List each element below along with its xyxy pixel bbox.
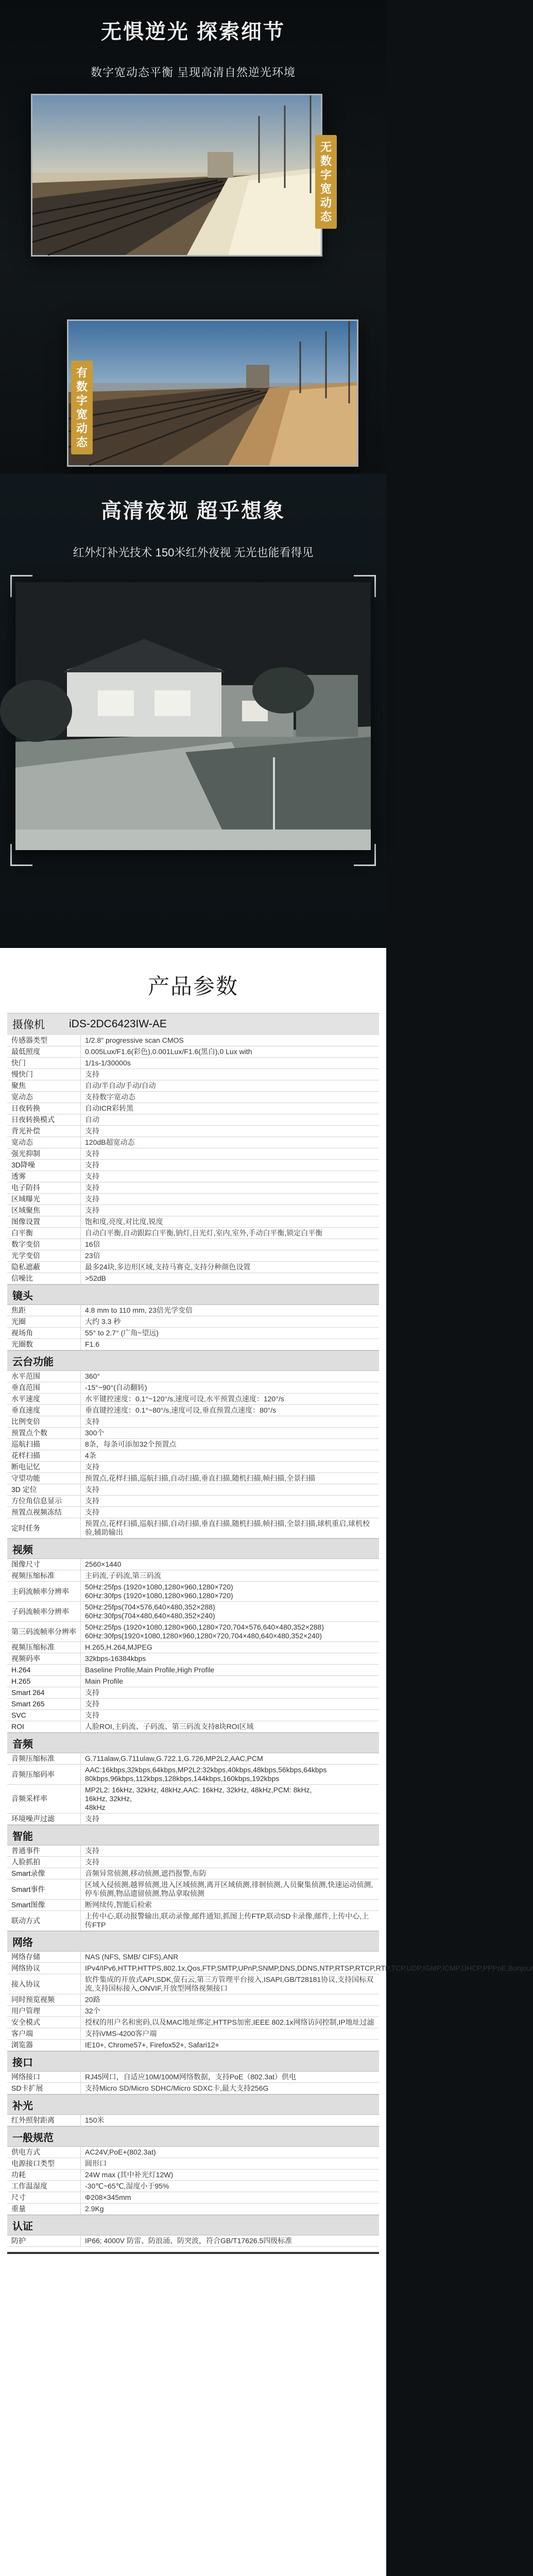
spec-row	[7, 1710, 379, 1721]
spec-key: 图像尺寸	[7, 1559, 81, 1570]
spec-row	[7, 1092, 379, 1103]
end-divider	[7, 2252, 379, 2254]
spec-row	[7, 1765, 379, 1785]
badge-char: 态	[76, 436, 88, 449]
spec-row	[7, 1228, 379, 1239]
spec-row	[7, 1814, 379, 1825]
spec-key: 信噪比	[7, 1273, 81, 1284]
spec-key: 功耗	[7, 2170, 81, 2181]
spec-value: Baseline Profile,Main Profile,High Profile	[81, 1665, 380, 1676]
spec-key: 环境噪声过滤	[7, 1814, 81, 1825]
spec-key: 区域聚焦	[7, 1205, 81, 1216]
badge-char: 字	[76, 394, 88, 407]
spec-row	[7, 2028, 379, 2040]
spec-key: 水平范围	[7, 1371, 81, 1382]
spec-row	[7, 1405, 379, 1416]
spec-value: 支持Micro SD/Micro SDHC/Micro SDXC卡,最大支持256G	[81, 2083, 380, 2094]
spec-value: 支持	[81, 1710, 380, 1721]
spec-section-header: 智能	[7, 1825, 379, 1845]
spec-value: 支持	[81, 1507, 380, 1518]
spec-key: 音频压缩码率	[7, 1765, 81, 1785]
spec-table	[7, 1559, 379, 1733]
spec-key: 电子防抖	[7, 1182, 81, 1194]
spec-value: 24W max (其中补光灯12W)	[81, 2170, 380, 2181]
spec-value: 垂直键控速度：0.1°~80°/s,速度可设,垂直预置点速度：80°/s	[81, 1405, 380, 1416]
spec-row	[7, 1879, 379, 1900]
spec-value: 支持	[81, 1182, 380, 1194]
spec-value: 自动白平衡,自动跟踪白平衡,钠灯,日光灯,室内,室外,手动白平衡,锁定白平衡	[81, 1228, 380, 1239]
spec-key: 普通事件	[7, 1845, 81, 1857]
spec-value: 支持	[81, 1194, 380, 1205]
spec-key: H.265	[7, 1676, 81, 1687]
spec-key: 第三码流帧率分辨率	[7, 1622, 81, 1642]
spec-table	[7, 2147, 379, 2215]
spec-row	[7, 1371, 379, 1382]
spec-value: 自动/半自动/手动/自动	[81, 1080, 380, 1092]
spec-value: 支持	[81, 1462, 380, 1473]
spec-key: 透雾	[7, 1171, 81, 1182]
spec-key: 数字变倍	[7, 1239, 81, 1250]
badge-char: 宽	[320, 182, 332, 195]
spec-row	[7, 2147, 379, 2158]
spec-value: 支持	[81, 1126, 380, 1137]
spec-value: 2560×1440	[81, 1559, 380, 1570]
spec-value: AC24V,PoE+(802.3at)	[81, 2147, 380, 2158]
spec-row	[7, 2083, 379, 2094]
spec-section-header: 网络	[7, 1931, 379, 1952]
spec-value: IPv4/IPv6,HTTP,HTTPS,802.1x,Qos,FTP,SMTP,UPnP,SNMP,DNS,DDNS,NTP,RTSP,RTCP,RTP,TCP,UDP,IGMP,ICMP,DHCP,PPPoE,Bonjour	[81, 1963, 380, 1974]
spec-value: -15°~90°(自动翻转)	[81, 1382, 380, 1394]
spec-row	[7, 2170, 379, 2181]
spec-key: SD卡扩展	[7, 2083, 81, 2094]
badge-char: 态	[320, 210, 332, 223]
spec-section-header: 镜头	[7, 1284, 379, 1305]
spec-row	[7, 1507, 379, 1518]
spec-value: 支持	[81, 1416, 380, 1428]
spec-row	[7, 1103, 379, 1114]
model-row	[7, 1013, 379, 1035]
spec-value: 饱和度,亮度,对比度,锐度	[81, 1216, 380, 1228]
spec-value: 1/1s-1/30000s	[81, 1058, 380, 1069]
specs-section	[0, 948, 533, 2576]
spec-value: 2.9Kg	[81, 2204, 380, 2215]
spec-key: 工作温湿度	[7, 2181, 81, 2192]
spec-row	[7, 1328, 379, 1339]
spec-row	[7, 1665, 379, 1676]
spec-key: 客户端	[7, 2028, 81, 2040]
spec-key: 供电方式	[7, 2147, 81, 2158]
spec-key: 红外照射距离	[7, 2115, 81, 2126]
spec-value: 授权的用户名和密码,以及MAC地址绑定,HTTPS加密,IEEE 802.1x网络访问控制,IP地址过滤	[81, 2017, 380, 2028]
spec-row	[7, 2017, 379, 2028]
spec-key: 巡航扫描	[7, 1439, 81, 1450]
spec-table	[7, 2072, 379, 2094]
model-value: iDS-2DC6423IW-AE	[69, 1018, 167, 1030]
spec-key: 网络协议	[7, 1963, 81, 1974]
spec-key: Smart图像	[7, 1900, 81, 1911]
spec-key: 光学变倍	[7, 1250, 81, 1262]
spec-row	[7, 1126, 379, 1137]
spec-key: 区域曝光	[7, 1194, 81, 1205]
spec-value: 20路	[81, 1994, 380, 2006]
spec-key: H.264	[7, 1665, 81, 1676]
spec-value: 50Hz:25fps (1920×1080,1280×960,1280×720,704×576,640×480,352×288) 60Hz:30fps(1920×1080,1280×960,1280×720,704×480,640×480,352×240)	[81, 1622, 380, 1642]
spec-row	[7, 1721, 379, 1733]
model-label: 摄像机	[12, 1019, 45, 1031]
spec-value: >52dB	[81, 1273, 380, 1284]
badge-char: 字	[320, 168, 332, 181]
spec-key: 3D 定位	[7, 1484, 81, 1496]
badge-char: 数	[320, 155, 332, 167]
spec-row	[7, 1602, 379, 1622]
spec-row	[7, 1473, 379, 1484]
spec-row	[7, 1205, 379, 1216]
spec-value: 50Hz:25fps(704×576,640×480,352×288) 60Hz:30fps(704×480,640×480,352×240)	[81, 1602, 380, 1622]
spec-value: 150米	[81, 2115, 380, 2126]
spec-value: 支持	[81, 1857, 380, 1868]
spec-table	[7, 1371, 379, 1538]
spec-key: 垂直范围	[7, 1382, 81, 1394]
spec-section-header: 一般规范	[7, 2126, 379, 2147]
spec-key: 白平衡	[7, 1228, 81, 1239]
spec-row	[7, 2204, 379, 2215]
spec-row	[7, 2115, 379, 2126]
night-title: 高清夜视 超乎想象	[100, 500, 286, 522]
spec-key: ROI	[7, 1721, 81, 1733]
spec-row	[7, 1305, 379, 1316]
spec-key: 重量	[7, 2204, 81, 2215]
spec-key: 防护	[7, 2235, 81, 2247]
spec-key: 视频压缩标准	[7, 1570, 81, 1582]
spec-table	[7, 1305, 379, 1350]
spec-row	[7, 1216, 379, 1228]
spec-key: 宽动态	[7, 1092, 81, 1103]
spec-value: 支持数字宽动态	[81, 1092, 380, 1103]
spec-key: 安全模式	[7, 2017, 81, 2028]
spec-row	[7, 1845, 379, 1857]
spec-row	[7, 1114, 379, 1126]
spec-value: 120dB超宽动态	[81, 1137, 380, 1148]
spec-section-header: 音频	[7, 1733, 379, 1753]
spec-value: 圆形口	[81, 2158, 380, 2170]
spec-section-header: 接口	[7, 2051, 379, 2072]
spec-value: 300个	[81, 1428, 380, 1439]
backlight-title: 无惧逆光 探索细节	[100, 21, 286, 43]
spec-value: AAC:16kbps,32kbps,64kbps,MP2L2:32kbps,40kbps,48kbps,56kbps,64kbps 80kbps,96kbps,112kbps,128kbps,144kbps,160kbps,192kbps	[81, 1765, 380, 1785]
spec-key: 比例变倍	[7, 1416, 81, 1428]
spec-value: 水平键控速度：0.1°~120°/s,速度可设,水平预置点速度：120°/s	[81, 1394, 380, 1405]
spec-value: 4条	[81, 1450, 380, 1462]
spec-key: 垂直速度	[7, 1405, 81, 1416]
spec-row	[7, 1273, 379, 1284]
spec-key: 快门	[7, 1058, 81, 1069]
spec-value: 预置点,花样扫描,巡航扫描,自动扫描,垂直扫描,随机扫描,帧扫描,全景扫描,球机重启,球机校验,辅助输出	[81, 1518, 380, 1538]
backlight-section	[0, 0, 386, 474]
spec-key: 慢快门	[7, 1069, 81, 1080]
spec-key: 预置点个数	[7, 1428, 81, 1439]
spec-row	[7, 1699, 379, 1710]
spec-value: 支持	[81, 1205, 380, 1216]
spec-key: Smart 264	[7, 1687, 81, 1699]
spec-value: Φ208×345mm	[81, 2192, 380, 2204]
spec-value: 断网续传,智能后检索	[81, 1900, 380, 1911]
spec-key: 浏览器	[7, 2040, 81, 2051]
spec-key: Smart事件	[7, 1879, 81, 1900]
spec-row	[7, 1046, 379, 1058]
spec-row	[7, 1974, 379, 1994]
spec-key: 人脸抓拍	[7, 1857, 81, 1868]
spec-key: 主码流帧率分辨率	[7, 1582, 81, 1602]
spec-value: 上传中心,联动报警输出,联动录像,邮件通知,抓图上传FTP,联动SD卡录像,邮件,上传中心,上传FTP	[81, 1911, 380, 1931]
spec-row	[7, 1182, 379, 1194]
night-section	[0, 474, 386, 948]
spec-value: 32kbps-16384kbps	[81, 1653, 380, 1665]
spec-value: 自动	[81, 1114, 380, 1126]
spec-key: 联动方式	[7, 1911, 81, 1931]
spec-key: 日夜转换模式	[7, 1114, 81, 1126]
spec-value: RJ45网口，自适应10M/100M网络数据，支持PoE（802.3at）供电	[81, 2072, 380, 2083]
no-wdr-badge	[315, 135, 337, 229]
spec-sections	[7, 1035, 533, 2247]
spec-row	[7, 1484, 379, 1496]
spec-key: Smart录像	[7, 1868, 81, 1879]
spec-row	[7, 1559, 379, 1570]
spec-key: 断电记忆	[7, 1462, 81, 1473]
spec-row	[7, 1080, 379, 1092]
spec-table	[7, 2235, 379, 2247]
spec-row	[7, 1382, 379, 1394]
spec-row	[7, 1496, 379, 1507]
backlight-subtitle: 数字宽动态平衡 呈现高清自然逆光环境	[90, 66, 296, 79]
spec-key: 电源接口类型	[7, 2158, 81, 2170]
spec-section-header: 认证	[7, 2215, 379, 2235]
spec-row	[7, 1194, 379, 1205]
spec-row	[7, 1239, 379, 1250]
spec-row	[7, 1653, 379, 1665]
spec-row	[7, 1394, 379, 1405]
spec-row	[7, 1963, 379, 1974]
spec-value: 支持	[81, 1171, 380, 1182]
badge-char: 动	[320, 196, 332, 209]
badge-char: 宽	[76, 408, 88, 421]
spec-value: NAS (NFS, SMB/ CIFS),ANR	[81, 1952, 380, 1963]
spec-key: 聚焦	[7, 1080, 81, 1092]
spec-value: 支持	[81, 1687, 380, 1699]
spec-row	[7, 1439, 379, 1450]
spec-key: 接入协议	[7, 1974, 81, 1994]
spec-key: 尺寸	[7, 2192, 81, 2204]
spec-row	[7, 1868, 379, 1879]
specs-title: 产品参数	[147, 974, 238, 998]
spec-key: 日夜转换	[7, 1103, 81, 1114]
spec-value: 8条，每条可添加32个预置点	[81, 1439, 380, 1450]
spec-value: 软件集成的开放式API,SDK,萤石云,第三方管理平台接入,ISAPI,GB/T28181协议,支持国标双流,支持国标接入,ONVIF,开放型网络视频接口	[81, 1974, 380, 1994]
spec-value: 支持	[81, 1148, 380, 1160]
spec-row	[7, 1148, 379, 1160]
spec-value: 16倍	[81, 1239, 380, 1250]
spec-row	[7, 1570, 379, 1582]
spec-key: 背光补偿	[7, 1126, 81, 1137]
spec-value: 32个	[81, 2006, 380, 2017]
spec-row	[7, 1622, 379, 1642]
spec-row	[7, 1582, 379, 1602]
spec-key: 预置点视频冻结	[7, 1507, 81, 1518]
spec-value: IP66; 4000V 防雷、防浪涌、防突波，符合GB/T17626.5四级标准	[81, 2235, 380, 2247]
spec-row	[7, 1994, 379, 2006]
spec-value: 4.8 mm to 110 mm, 23倍光学变倍	[81, 1305, 380, 1316]
spec-row	[7, 2072, 379, 2083]
spec-row	[7, 1785, 379, 1814]
spec-key: 图像设置	[7, 1216, 81, 1228]
spec-value: 1/2.8" progressive scan CMOS	[81, 1035, 380, 1046]
spec-value: 支持	[81, 1160, 380, 1171]
spec-table	[7, 1952, 533, 2051]
spec-value: 支持	[81, 1814, 380, 1825]
spec-value: 23倍	[81, 1250, 380, 1262]
spec-value: 最多24块,多边形区域,支持马赛克,支持分种颜色设置	[81, 1262, 380, 1273]
badge-char: 有	[76, 366, 88, 379]
no-wdr-photo	[31, 94, 322, 257]
spec-row	[7, 2181, 379, 2192]
spec-key: 最低照度	[7, 1046, 81, 1058]
spec-value: -30℃~65℃,湿度小于95%	[81, 2181, 380, 2192]
spec-value: 人脸ROI,主码流、子码流、第三码流支持8块ROI区域	[81, 1721, 380, 1733]
spec-table	[7, 1845, 379, 1931]
spec-table-wrap	[7, 1013, 533, 2254]
spec-table	[7, 1753, 379, 1825]
spec-value: 支持	[81, 1069, 380, 1080]
spec-value: 360°	[81, 1371, 380, 1382]
spec-row	[7, 1316, 379, 1328]
spec-value: H.265,H.264,MJPEG	[81, 1642, 380, 1653]
spec-row	[7, 2192, 379, 2204]
spec-table	[7, 1035, 379, 1284]
night-subtitle: 红外灯补光技术 150米红外夜视 无光也能看得见	[73, 546, 314, 559]
spec-value: G.711alaw,G.711ulaw,G.722.1,G.726,MP2L2,AAC,PCM	[81, 1753, 380, 1765]
spec-value: 大约 3.3 秒	[81, 1316, 380, 1328]
spec-key: 3D降噪	[7, 1160, 81, 1171]
spec-row	[7, 1262, 379, 1273]
spec-value: 支持	[81, 1484, 380, 1496]
spec-row	[7, 1900, 379, 1911]
spec-key: Smart 265	[7, 1699, 81, 1710]
spec-key: 宽动态	[7, 1137, 81, 1148]
spec-key: 焦距	[7, 1305, 81, 1316]
spec-value: 区域入侵侦测,越界侦测,进入区域侦测,离开区域侦测,徘徊侦测,人员聚集侦测,快速运动侦测,停车侦测,物品遗留侦测,物品拿取侦测	[81, 1879, 380, 1900]
spec-key: 光圈	[7, 1316, 81, 1328]
spec-key: 强光抑制	[7, 1148, 81, 1160]
spec-row	[7, 1171, 379, 1182]
spec-value: Main Profile	[81, 1676, 380, 1687]
spec-key: 光圈数	[7, 1339, 81, 1350]
badge-char: 动	[76, 422, 88, 435]
spec-row	[7, 1518, 379, 1538]
spec-row	[7, 1911, 379, 1931]
spec-row	[7, 1642, 379, 1653]
badge-char: 无	[320, 141, 332, 154]
spec-row	[7, 1952, 379, 1963]
spec-key: 水平速度	[7, 1394, 81, 1405]
spec-value: 支持	[81, 1845, 380, 1857]
spec-value: IE10+, Chrome57+, Firefox52+, Safari12+	[81, 2040, 380, 2051]
spec-row	[7, 1069, 379, 1080]
spec-row	[7, 1416, 379, 1428]
spec-row	[7, 1250, 379, 1262]
spec-row	[7, 1857, 379, 1868]
spec-key: 视频码率	[7, 1653, 81, 1665]
night-photo	[15, 582, 371, 850]
spec-table	[7, 2115, 379, 2126]
with-wdr-photo	[67, 319, 358, 467]
spec-row	[7, 1339, 379, 1350]
spec-row	[7, 1450, 379, 1462]
spec-row	[7, 1462, 379, 1473]
spec-value: MP2L2: 16kHz, 32kHz, 48kHz,AAC: 16kHz, 32kHz, 48kHz,PCM: 8kHz, 16kHz, 32kHz, 48kHz	[81, 1785, 380, 1814]
spec-key: 守望功能	[7, 1473, 81, 1484]
spec-key: 方位角信息显示	[7, 1496, 81, 1507]
spec-key: 网络存储	[7, 1952, 81, 1963]
spec-key: 网络接口	[7, 2072, 81, 2083]
spec-key: 定时任务	[7, 1518, 81, 1538]
spec-value: F1.6	[81, 1339, 380, 1350]
spec-row	[7, 1160, 379, 1171]
spec-key: 音频压缩标准	[7, 1753, 81, 1765]
spec-section-header: 云台功能	[7, 1350, 379, 1371]
spec-value: 55° to 2.7° (广角~望远)	[81, 1328, 380, 1339]
spec-row	[7, 1428, 379, 1439]
spec-value: 自动ICR彩转黑	[81, 1103, 380, 1114]
spec-value: 预置点,花样扫描,巡航扫描,自动扫描,垂直扫描,随机扫描,帧扫描,全景扫描	[81, 1473, 380, 1484]
spec-value: 支持iVMS-4200客户端	[81, 2028, 380, 2040]
spec-key: 音频采样率	[7, 1785, 81, 1814]
spec-key: 传感器类型	[7, 1035, 81, 1046]
with-wdr-badge	[71, 361, 93, 454]
spec-key: 花样扫描	[7, 1450, 81, 1462]
spec-row	[7, 2158, 379, 2170]
spec-key: 用户管理	[7, 2006, 81, 2017]
spec-row	[7, 1035, 379, 1046]
spec-row	[7, 1687, 379, 1699]
spec-key: 视频压缩标准	[7, 1642, 81, 1653]
spec-value: 0.005Lux/F1.6(彩色),0.001Lux/F1.6(黑白),0 Lux with	[81, 1046, 380, 1058]
spec-key: SVC	[7, 1710, 81, 1721]
spec-row	[7, 1676, 379, 1687]
spec-value: 支持	[81, 1699, 380, 1710]
spec-value: 50Hz:25fps (1920×1080,1280×960,1280×720) 60Hz:30fps (1920×1080,1280×960,1280×720)	[81, 1582, 380, 1602]
spec-value: 音频异常侦测,移动侦测,遮挡报警,布防	[81, 1868, 380, 1879]
spec-value: 主码流,子码流,第三码流	[81, 1570, 380, 1582]
spec-key: 视场角	[7, 1328, 81, 1339]
spec-row	[7, 1058, 379, 1069]
spec-value: 支持	[81, 1496, 380, 1507]
spec-section-header: 补光	[7, 2094, 379, 2115]
badge-char: 数	[76, 380, 88, 393]
spec-section-header: 视频	[7, 1538, 379, 1559]
spec-row	[7, 2040, 379, 2051]
spec-row	[7, 1137, 379, 1148]
spec-row	[7, 2235, 379, 2247]
spec-key: 子码流帧率分辨率	[7, 1602, 81, 1622]
spec-key: 隐私遮蔽	[7, 1262, 81, 1273]
spec-row	[7, 2006, 379, 2017]
spec-row	[7, 1753, 379, 1765]
spec-key: 同时预览视频	[7, 1994, 81, 2006]
